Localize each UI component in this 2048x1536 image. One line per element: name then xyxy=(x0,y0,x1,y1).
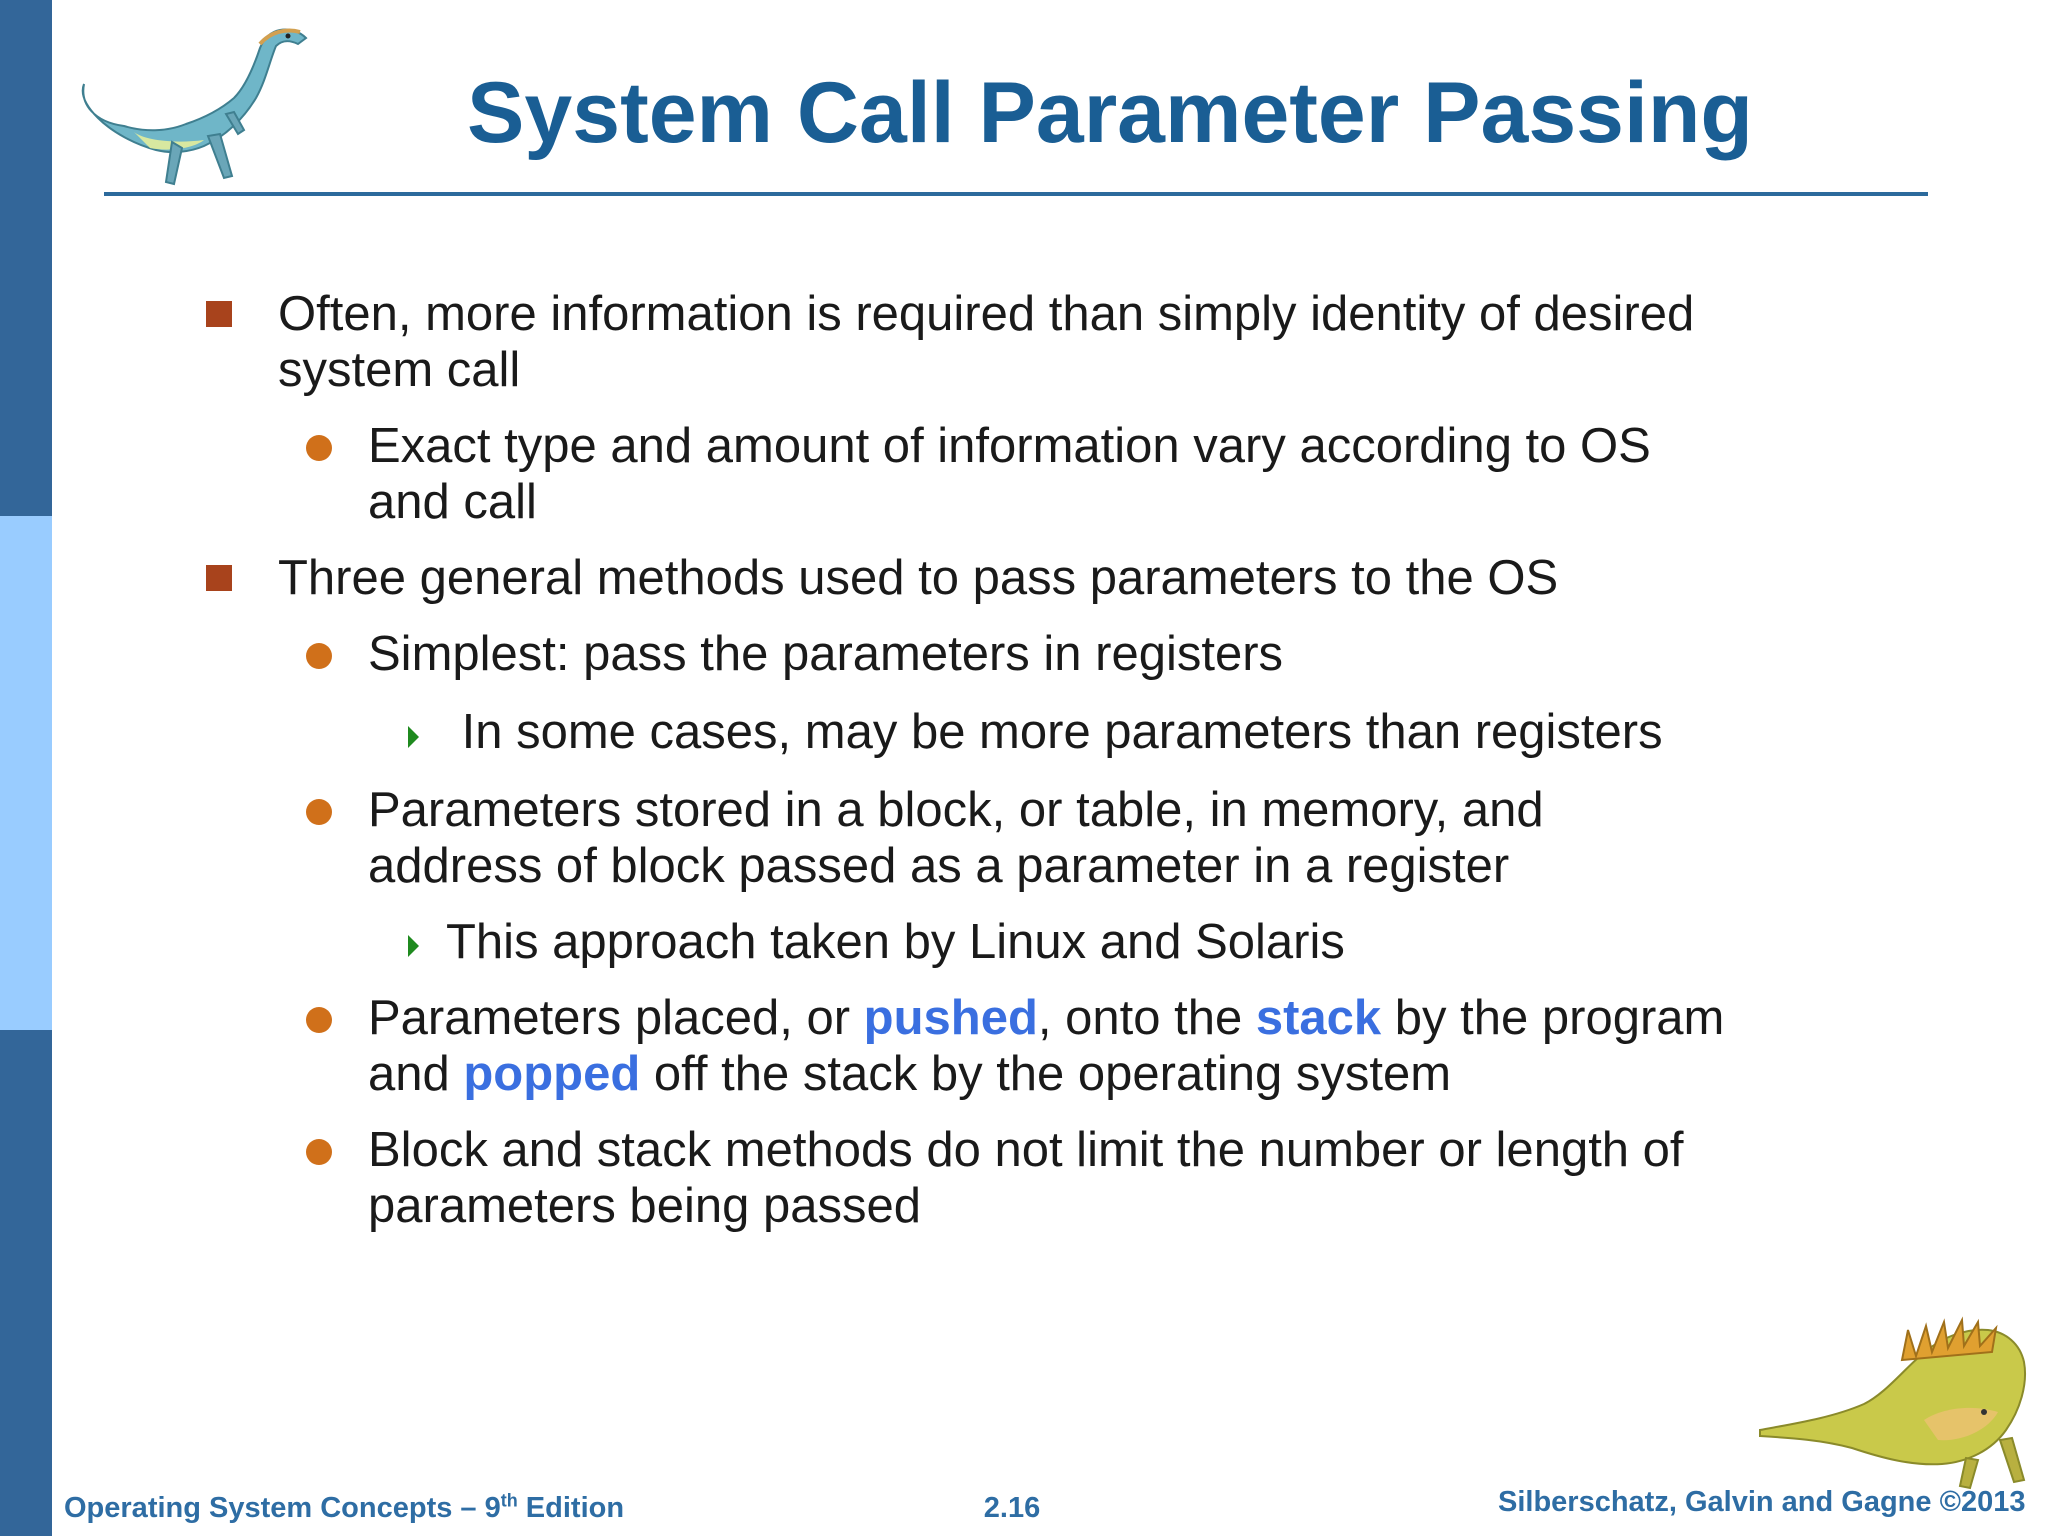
bullet-2-3-text xyxy=(368,990,1724,1102)
bullet-2-3-text-part: , onto the xyxy=(1037,991,1256,1045)
bullet-2-3-line-1 xyxy=(368,990,1724,1046)
slide-title: System Call Parameter Passing xyxy=(467,65,1753,161)
bullet-2-1-text xyxy=(368,626,1283,682)
bullet-1-line-2: system call xyxy=(278,343,521,397)
triangle-bullet-icon xyxy=(408,726,419,748)
bullet-2-3-line-2 xyxy=(368,1046,1724,1102)
circle-bullet-icon xyxy=(306,1007,332,1033)
footer-book-suffix: Edition xyxy=(517,1492,625,1524)
footer-copyright: Silberschatz, Galvin and Gagne ©2013 xyxy=(1498,1486,2026,1518)
square-bullet-icon xyxy=(206,565,232,591)
footer-slide-number: 2.16 xyxy=(983,1492,1041,1524)
bullet-2-3-text-part: off the stack by the operating system xyxy=(640,1047,1452,1101)
bullet-2-3-text-part: by the program xyxy=(1381,991,1725,1045)
bullet-2-4-line-1: Block and stack methods do not limit the number or length of xyxy=(368,1123,1684,1177)
bullet-1-1-text xyxy=(368,418,1651,530)
bullet-2-4-line-2: parameters being passed xyxy=(368,1179,921,1233)
footer-book-title xyxy=(64,1490,624,1526)
dinosaur-top-icon xyxy=(74,14,314,194)
circle-bullet-icon xyxy=(306,643,332,669)
bullet-1-1-line-1: Exact type and amount of information vary according to OS xyxy=(368,419,1651,473)
highlight-pushed: pushed xyxy=(863,991,1038,1045)
bullet-2-2-line-2: address of block passed as a parameter in a register xyxy=(368,839,1510,893)
bullet-1-text xyxy=(278,286,1694,398)
title-underline xyxy=(104,192,1928,196)
bullet-2-4-text xyxy=(368,1122,1684,1234)
circle-bullet-icon xyxy=(306,435,332,461)
footer-book-prefix: Operating System Concepts – 9 xyxy=(64,1492,501,1524)
bullet-2-3-text-part: and xyxy=(368,1047,464,1101)
sidebar-top-segment xyxy=(0,0,52,516)
highlight-popped: popped xyxy=(463,1047,641,1101)
circle-bullet-icon xyxy=(306,799,332,825)
square-bullet-icon xyxy=(206,301,232,327)
sidebar-bottom-segment xyxy=(0,1030,52,1536)
left-sidebar-bar xyxy=(0,0,52,1536)
bullet-2-text xyxy=(278,550,1558,606)
bullet-2-1-line-1: Simplest: pass the parameters in registers xyxy=(368,627,1284,681)
dinosaur-bottom-icon xyxy=(1752,1300,2032,1490)
circle-bullet-icon xyxy=(306,1139,332,1165)
bullet-2-2-1-text xyxy=(446,914,1345,970)
highlight-stack: stack xyxy=(1255,991,1382,1045)
bullet-1-line-1: Often, more information is required than simply identity of desired xyxy=(278,287,1695,341)
bullet-2-2-1-line-1: This approach taken by Linux and Solaris xyxy=(446,915,1345,969)
bullet-2-line-1: Three general methods used to pass parameters to the OS xyxy=(278,551,1559,605)
bullet-2-2-text xyxy=(368,782,1544,894)
bullet-2-1-1-line-1: In some cases, may be more parameters than registers xyxy=(448,705,1663,759)
footer-book-superscript: th xyxy=(500,1490,518,1511)
bullet-2-1-1-text xyxy=(448,704,1663,760)
sidebar-middle-segment xyxy=(0,516,52,1030)
bullet-2-3-text-part: Parameters placed, or xyxy=(368,991,864,1045)
triangle-bullet-icon xyxy=(408,935,419,957)
bullet-2-2-line-1: Parameters stored in a block, or table, in memory, and xyxy=(368,783,1544,837)
bullet-1-1-line-2: and call xyxy=(368,475,537,529)
